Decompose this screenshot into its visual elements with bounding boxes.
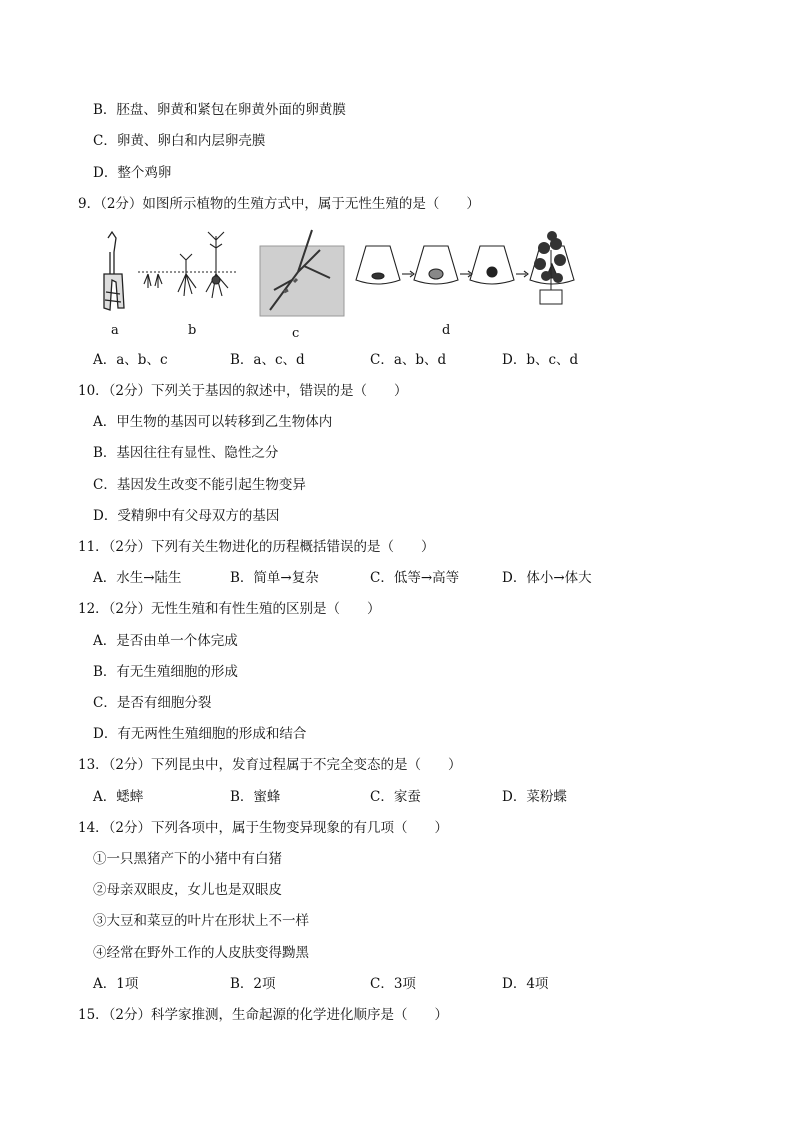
q10-stem: 10．（2分）下列关于基因的叙述中，错误的是（ ） — [78, 383, 408, 399]
q13-stem: 13．（2分）下列昆虫中，发育过程属于不完全变态的是（ ） — [78, 757, 462, 773]
q10-option-b: B．基因往往有显性、隐性之分 — [93, 445, 279, 461]
q13-option-c: C．家蚕 — [370, 789, 421, 805]
figure-a-cutting — [104, 232, 124, 310]
q10-option-a: A．甲生物的基因可以转移到乙生物体内 — [93, 414, 333, 430]
q11-stem: 11．（2分）下列有关生物进化的历程概括错误的是（ ） — [78, 539, 435, 555]
q14-option-c: C．3项 — [370, 976, 416, 992]
q8-option-d: D．整个鸡卵 — [93, 165, 172, 181]
q14-item-2: ②母亲双眼皮，女儿也是双眼皮 — [93, 882, 282, 898]
q15-stem: 15．（2分）科学家推测，生命起源的化学进化顺序是（ ） — [78, 1007, 449, 1023]
q9-option-b: B．a、c、d — [230, 352, 305, 368]
figure-c-grafting — [260, 230, 344, 316]
figure-b-seedlings — [138, 232, 238, 298]
figure-label-d: d — [442, 323, 451, 338]
q8-option-c: C．卵黄、卵白和内层卵壳膜 — [93, 133, 266, 149]
q12-stem: 12．（2分）无性生殖和有性生殖的区别是（ ） — [78, 601, 381, 617]
q11-option-b: B．简单→复杂 — [230, 570, 319, 586]
q12-option-d: D．有无两性生殖细胞的形成和结合 — [93, 726, 307, 742]
figure-label-c: c — [292, 326, 300, 341]
figure-label-b: b — [188, 323, 197, 338]
q14-option-d: D．4项 — [502, 976, 549, 992]
q11-option-a: A．水生→陆生 — [93, 570, 182, 586]
q14-item-3: ③大豆和菜豆的叶片在形状上不一样 — [93, 913, 309, 929]
figure-label-a: a — [111, 323, 119, 338]
q9-option-c: C．a、b、d — [370, 352, 447, 368]
q12-option-a: A．是否由单一个体完成 — [93, 633, 238, 649]
q14-item-1: ①一只黑猪产下的小猪中有白猪 — [93, 851, 282, 867]
q8-option-b: B．胚盘、卵黄和紧包在卵黄外面的卵黄膜 — [93, 102, 346, 118]
q12-option-b: B．有无生殖细胞的形成 — [93, 664, 238, 680]
q9-option-d: D．b、c、d — [502, 352, 579, 368]
q9-stem: 9．（2分）如图所示植物的生殖方式中，属于无性生殖的是（ ） — [78, 196, 480, 212]
q14-item-4: ④经常在野外工作的人皮肤变得黝黑 — [93, 945, 309, 961]
q11-option-c: C．低等→高等 — [370, 570, 460, 586]
plant-reproduction-illustration — [98, 222, 578, 344]
q14-stem: 14．（2分）下列各项中，属于生物变异现象的有几项（ ） — [78, 820, 449, 836]
q13-option-d: D．菜粉蝶 — [502, 789, 567, 805]
q13-option-a: A．蟋蟀 — [93, 789, 144, 805]
q12-option-c: C．是否有细胞分裂 — [93, 695, 212, 711]
potted-plant-icon — [530, 230, 570, 310]
q10-option-c: C．基因发生改变不能引起生物变异 — [93, 477, 306, 493]
q13-option-b: B．蜜蜂 — [230, 789, 281, 805]
q14-option-b: B．2项 — [230, 976, 276, 992]
q11-option-d: D．体小→体大 — [502, 570, 592, 586]
q9-option-a: A．a、b、c — [93, 352, 168, 368]
q10-option-d: D．受精卵中有父母双方的基因 — [93, 508, 280, 524]
q9-figure — [98, 222, 578, 344]
q14-option-a: A．1项 — [93, 976, 139, 992]
